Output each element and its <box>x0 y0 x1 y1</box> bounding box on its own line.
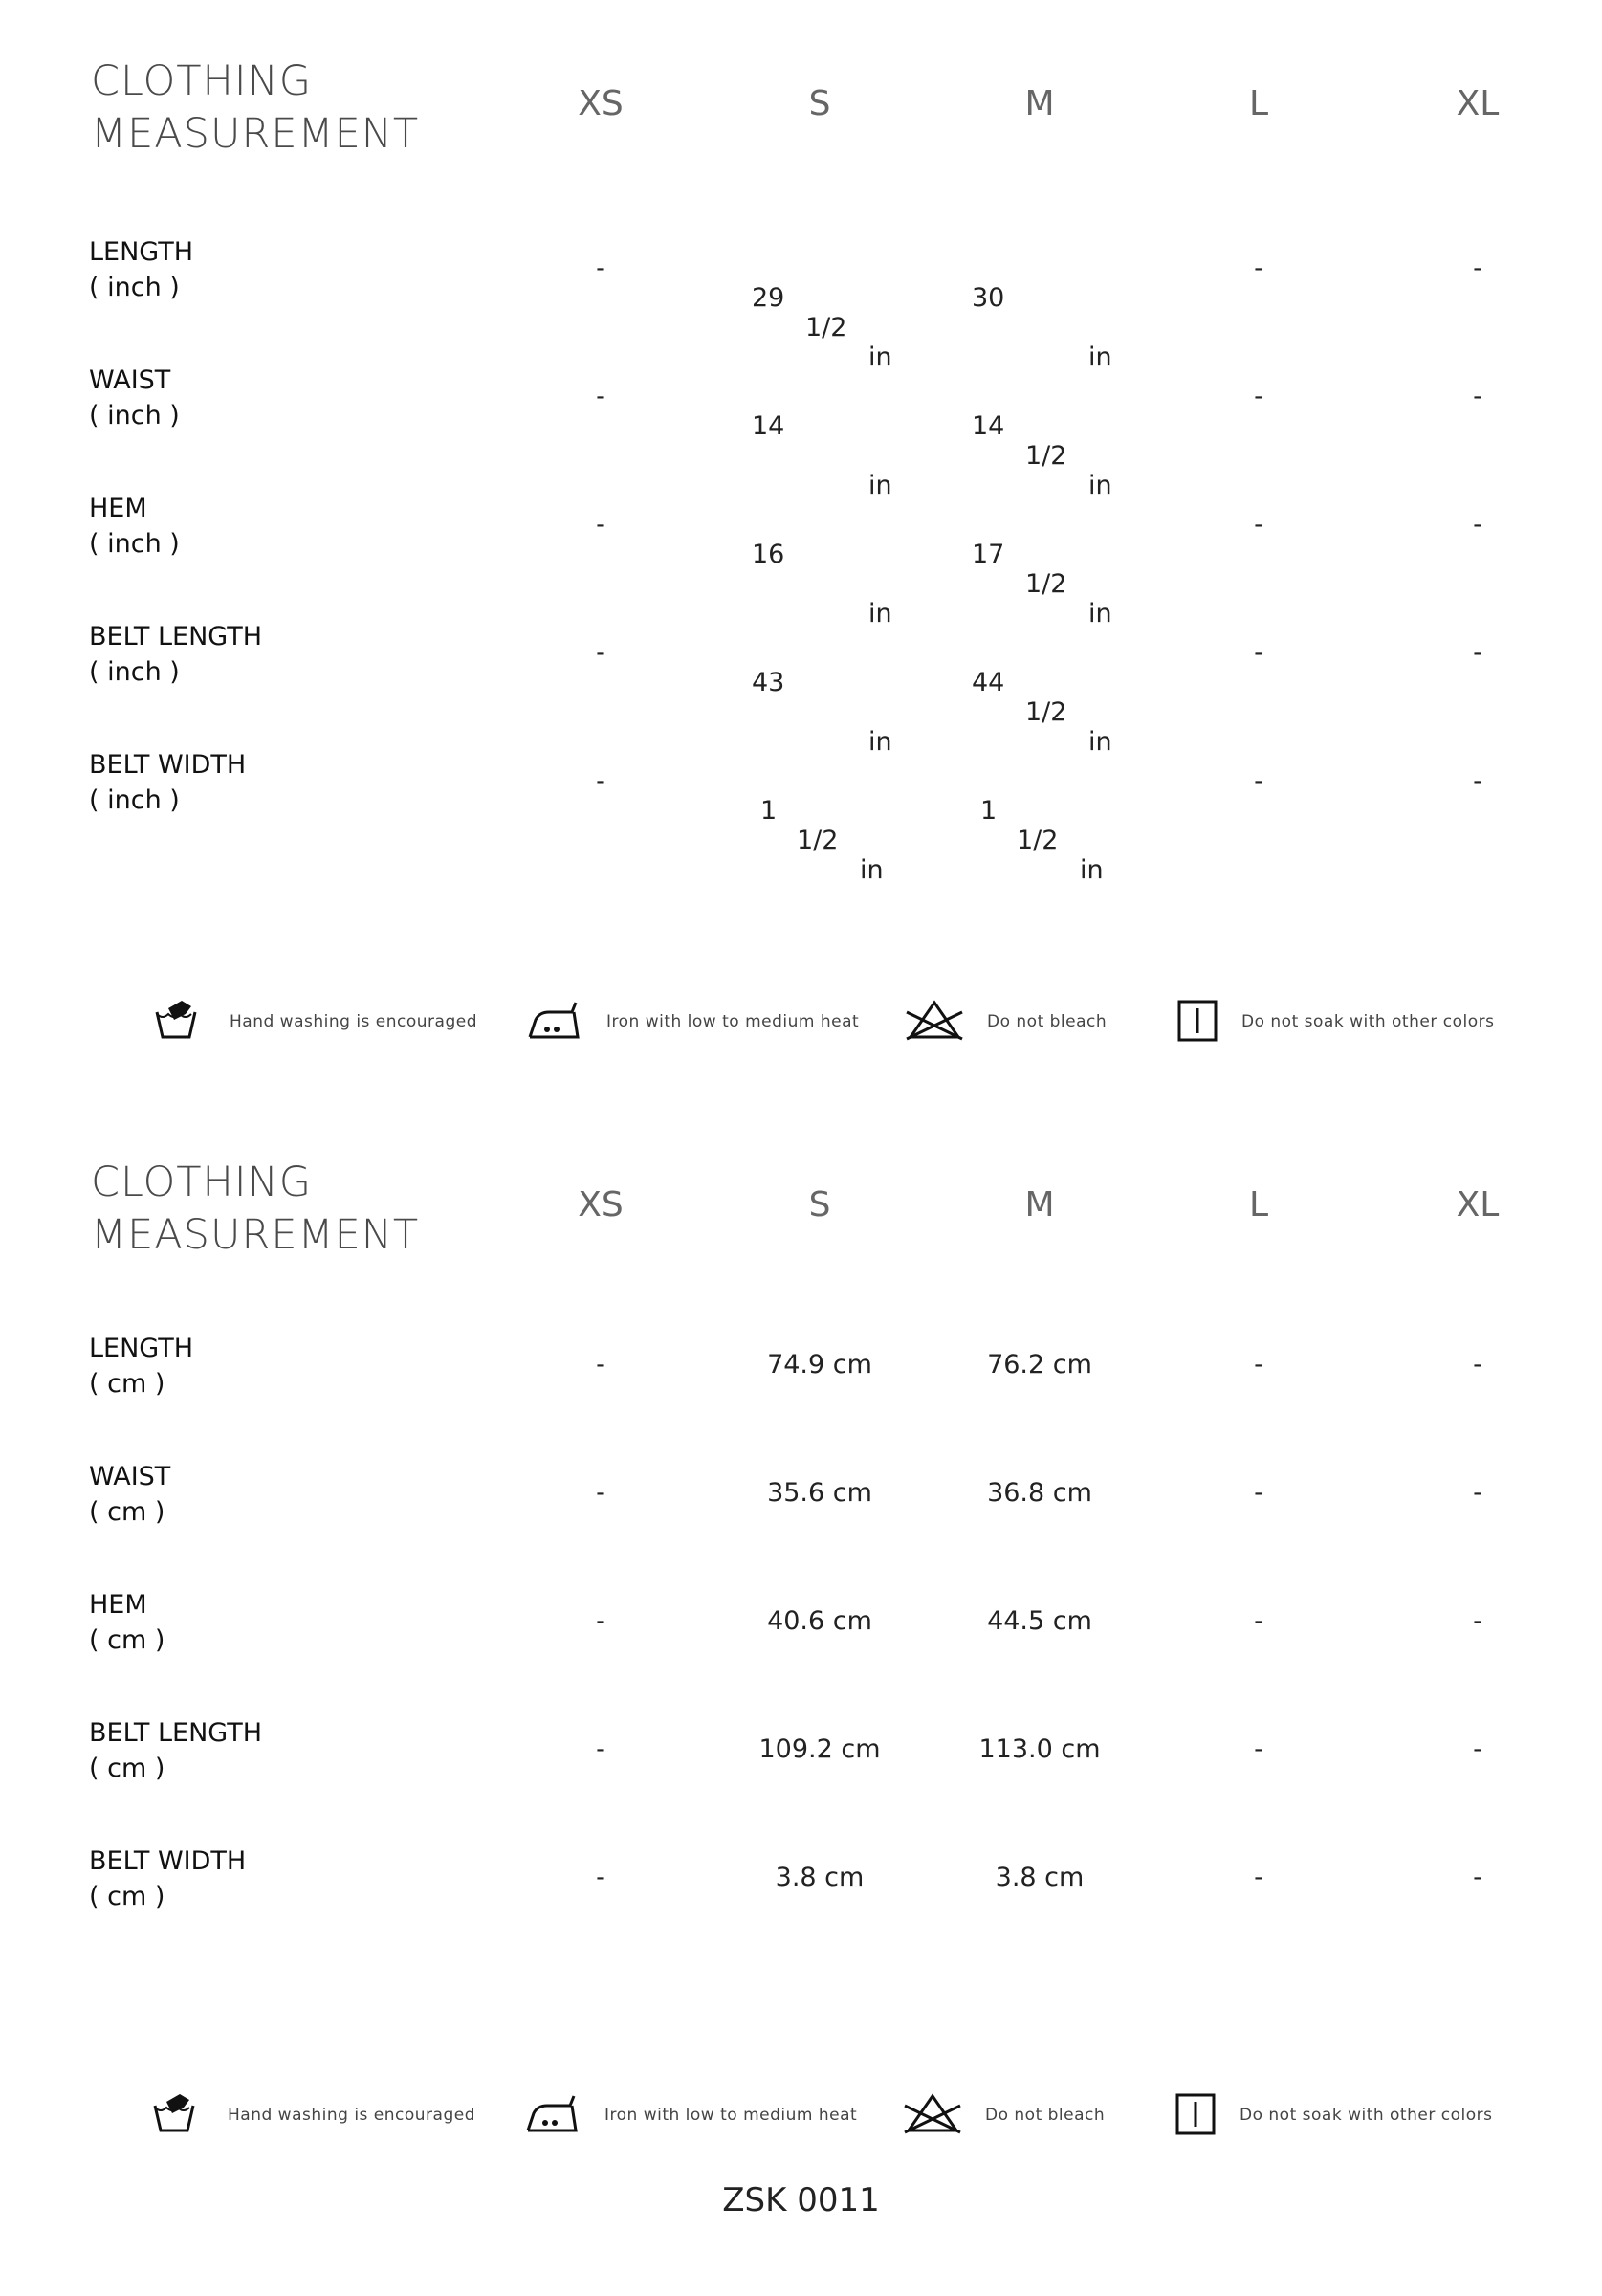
section-title <box>91 55 419 161</box>
value-number: 14 <box>972 411 1005 441</box>
cell-l: - <box>1254 1350 1263 1380</box>
value-unit: in <box>868 599 892 629</box>
row-label <box>89 363 180 433</box>
measurement-name: BELT LENGTH <box>89 1718 263 1748</box>
value-unit: in <box>1080 855 1104 885</box>
measurement-row-length <box>0 1331 1602 1407</box>
row-label <box>89 619 262 690</box>
cell-xs: - <box>596 254 605 283</box>
care-label: Hand washing is encouraged <box>228 2106 476 2125</box>
measurement-row-waist <box>0 363 1602 500</box>
value-number: 1 <box>760 796 778 826</box>
size-header-l: L <box>1248 1185 1269 1225</box>
hand-wash-icon <box>151 2092 199 2136</box>
measurement-name: LENGTH <box>89 1334 194 1363</box>
cell-l: - <box>1254 1734 1263 1764</box>
cell-s: 40.6 cm <box>767 1606 872 1636</box>
cell-s: 35.6 cm <box>767 1478 872 1508</box>
size-header-xs: XS <box>578 1185 624 1225</box>
cell-xl: - <box>1473 254 1482 283</box>
cell-xl: - <box>1473 638 1482 668</box>
value-number: 30 <box>972 283 1005 313</box>
value-unit: in <box>1088 727 1112 757</box>
row-label <box>89 747 246 818</box>
cell-xs: - <box>596 1863 605 1892</box>
value-fraction: 1/2 <box>805 313 847 342</box>
measurement-name: BELT WIDTH <box>89 750 247 780</box>
care-label: Do not soak with other colors <box>1240 2106 1493 2125</box>
cell-xs: - <box>596 1350 605 1380</box>
value-unit: in <box>1088 471 1112 500</box>
value-number: 43 <box>752 668 785 697</box>
value-fraction: 1/2 <box>1025 569 1067 599</box>
cell-l: - <box>1254 382 1263 411</box>
cell-xs: - <box>596 1734 605 1764</box>
measurement-unit: ( cm ) <box>89 1882 165 1911</box>
size-header-xl: XL <box>1456 1185 1500 1225</box>
hand-wash-icon <box>153 999 201 1043</box>
value-unit: in <box>1088 342 1112 372</box>
iron-icon <box>526 999 582 1043</box>
cell-xl: - <box>1473 1478 1482 1508</box>
value-unit: in <box>868 342 892 372</box>
row-label <box>89 1715 262 1786</box>
value-unit: in <box>860 855 884 885</box>
care-instructions <box>0 993 1602 1050</box>
measurement-unit: ( cm ) <box>89 1754 165 1783</box>
product-code: ZSK 0011 <box>722 2181 880 2219</box>
cell-s <box>760 766 952 915</box>
cell-xs: - <box>596 1606 605 1636</box>
title-line: CLOTHING <box>91 1159 313 1206</box>
size-header-xs: XS <box>578 84 624 123</box>
measurement-unit: ( inch ) <box>89 785 180 815</box>
title-line: CLOTHING <box>91 57 313 105</box>
size-header-m: M <box>1024 84 1055 123</box>
cell-l: - <box>1254 1863 1263 1892</box>
value-number: 44 <box>972 668 1005 697</box>
value-fraction: 1/2 <box>1017 826 1059 855</box>
cell-xl: - <box>1473 1350 1482 1380</box>
cell-xl: - <box>1473 1863 1482 1892</box>
care-label: Iron with low to medium heat <box>604 2106 858 2125</box>
care-instructions <box>0 2086 1602 2144</box>
value-number: 1 <box>980 796 998 826</box>
measurement-name: BELT WIDTH <box>89 1846 247 1876</box>
size-header-s: S <box>808 84 831 123</box>
row-label <box>89 491 180 562</box>
measurement-row-hem <box>0 1587 1602 1664</box>
cell-s: 109.2 cm <box>758 1734 881 1764</box>
section-title <box>91 1157 419 1262</box>
no-soak-icon <box>1176 999 1218 1043</box>
care-label: Hand washing is encouraged <box>230 1012 478 1031</box>
care-label: Do not bleach <box>987 1012 1108 1031</box>
cell-xs: - <box>596 766 605 796</box>
cell-l: - <box>1254 766 1263 796</box>
size-header-xl: XL <box>1456 84 1500 123</box>
cell-xl: - <box>1473 1606 1482 1636</box>
no-bleach-icon <box>905 999 964 1043</box>
cell-xl: - <box>1473 1734 1482 1764</box>
cell-xl: - <box>1473 766 1482 796</box>
cell-m: 76.2 cm <box>987 1350 1092 1380</box>
measurement-row-waist <box>0 1459 1602 1535</box>
measurement-row-length <box>0 234 1602 372</box>
value-unit: in <box>868 727 892 757</box>
value-number: 14 <box>752 411 785 441</box>
cell-xs: - <box>596 638 605 668</box>
cell-xl: - <box>1473 382 1482 411</box>
measurement-name: HEM <box>89 1590 147 1620</box>
cell-l: - <box>1254 254 1263 283</box>
cell-m: 44.5 cm <box>987 1606 1092 1636</box>
measurement-row-hem <box>0 491 1602 629</box>
measurement-name: WAIST <box>89 365 171 395</box>
measurement-row-belt-length <box>0 1715 1602 1792</box>
cell-xs: - <box>596 1478 605 1508</box>
value-fraction: 1/2 <box>1025 441 1067 471</box>
row-label <box>89 1843 246 1914</box>
size-header-s: S <box>808 1185 831 1225</box>
measurement-row-belt-length <box>0 619 1602 757</box>
measurement-name: HEM <box>89 494 147 523</box>
cell-l: - <box>1254 510 1263 540</box>
row-label <box>89 1331 193 1402</box>
cell-xs: - <box>596 382 605 411</box>
measurement-unit: ( cm ) <box>89 1497 165 1527</box>
cell-l: - <box>1254 1478 1263 1508</box>
value-number: 29 <box>752 283 785 313</box>
value-number: 17 <box>972 540 1005 569</box>
cell-xl: - <box>1473 510 1482 540</box>
title-line: MEASUREMENT <box>91 110 420 158</box>
value-unit: in <box>1088 599 1112 629</box>
cell-s: 74.9 cm <box>767 1350 872 1380</box>
cell-m: 36.8 cm <box>987 1478 1092 1508</box>
care-label: Do not bleach <box>985 2106 1106 2125</box>
measurement-name: LENGTH <box>89 237 194 267</box>
measurement-unit: ( cm ) <box>89 1369 165 1399</box>
care-label: Iron with low to medium heat <box>606 1012 860 1031</box>
measurement-unit: ( inch ) <box>89 529 180 559</box>
row-label <box>89 1587 165 1658</box>
measurement-unit: ( inch ) <box>89 657 180 687</box>
no-soak-icon <box>1174 2092 1217 2136</box>
measurement-unit: ( cm ) <box>89 1625 165 1655</box>
value-fraction: 1/2 <box>797 826 839 855</box>
cell-l: - <box>1254 638 1263 668</box>
cell-s: 3.8 cm <box>775 1863 865 1892</box>
value-number: 16 <box>752 540 785 569</box>
iron-icon <box>524 2092 580 2136</box>
measurement-row-belt-width <box>0 747 1602 885</box>
row-label <box>89 1459 170 1530</box>
title-line: MEASUREMENT <box>91 1211 420 1259</box>
measurement-name: BELT LENGTH <box>89 622 263 651</box>
cell-m: 113.0 cm <box>978 1734 1101 1764</box>
size-header-l: L <box>1248 84 1269 123</box>
value-fraction: 1/2 <box>1025 697 1067 727</box>
care-label: Do not soak with other colors <box>1241 1012 1495 1031</box>
row-label <box>89 234 193 305</box>
cell-xs: - <box>596 510 605 540</box>
measurement-row-belt-width <box>0 1843 1602 1920</box>
cell-m <box>980 766 1172 915</box>
measurement-name: WAIST <box>89 1462 171 1491</box>
cell-l: - <box>1254 1606 1263 1636</box>
measurement-unit: ( inch ) <box>89 273 180 302</box>
measurement-unit: ( inch ) <box>89 401 180 430</box>
cell-m: 3.8 cm <box>995 1863 1085 1892</box>
value-unit: in <box>868 471 892 500</box>
no-bleach-icon <box>903 2092 962 2136</box>
size-header-m: M <box>1024 1185 1055 1225</box>
